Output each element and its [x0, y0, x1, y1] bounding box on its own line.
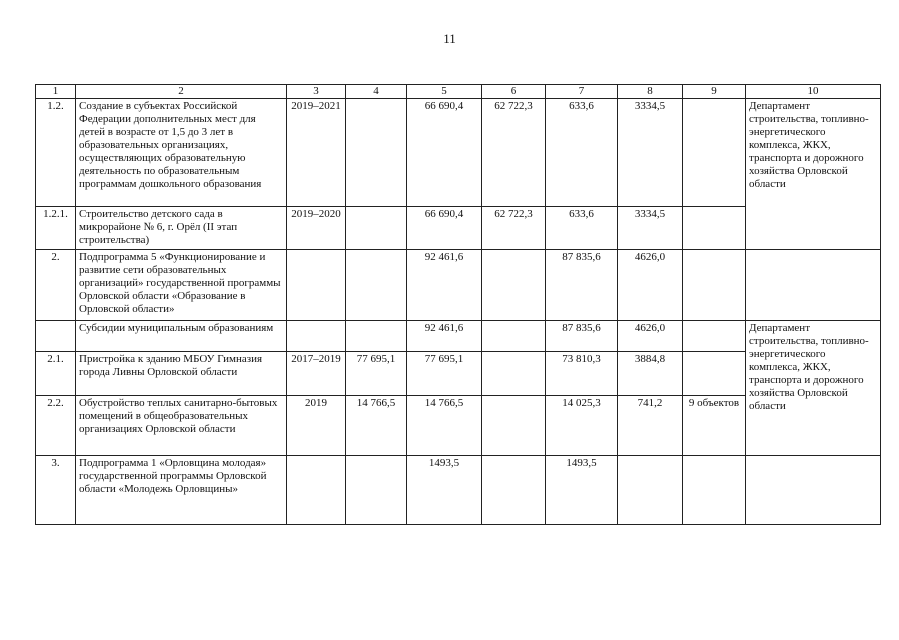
header-cell: 10: [746, 85, 881, 99]
value-cell: 62 722,3: [482, 99, 546, 207]
objects-cell: [683, 352, 746, 396]
description-cell: Создание в субъектах Российской Федерации дополнительных мест для детей в возрасте от 1,5 до 3 лет в образовательных организациях, осуществляющих образовательную деятельность по образовательным программам дошкольного образования: [76, 99, 287, 207]
header-cell: 7: [546, 85, 618, 99]
value-cell: 73 810,3: [546, 352, 618, 396]
header-cell: 2: [76, 85, 287, 99]
value-cell: [346, 207, 407, 250]
row-number-cell: [36, 321, 76, 352]
period-cell: [287, 456, 346, 525]
period-cell: 2019–2021: [287, 99, 346, 207]
description-cell: Пристройка к зданию МБОУ Гимназия города Ливны Орловской области: [76, 352, 287, 396]
period-cell: 2019–2020: [287, 207, 346, 250]
period-cell: [287, 250, 346, 321]
header-cell: 8: [618, 85, 683, 99]
period-cell: [287, 321, 346, 352]
value-cell: [482, 456, 546, 525]
value-cell: 633,6: [546, 99, 618, 207]
value-cell: 1493,5: [407, 456, 482, 525]
value-cell: 3334,5: [618, 99, 683, 207]
department-cell: Департамент строительства, топливно-энергетического комплекса, ЖКХ, транспорта и дорожного хозяйства Орловской области: [746, 321, 881, 456]
value-cell: 92 461,6: [407, 250, 482, 321]
row-number-cell: 1.2.1.: [36, 207, 76, 250]
program-table: [35, 84, 881, 525]
value-cell: 14 025,3: [546, 396, 618, 456]
value-cell: 77 695,1: [407, 352, 482, 396]
table-row: [36, 321, 881, 352]
header-cell: 9: [683, 85, 746, 99]
objects-cell: [683, 207, 746, 250]
value-cell: 87 835,6: [546, 250, 618, 321]
value-cell: 4626,0: [618, 321, 683, 352]
table-row: [36, 99, 881, 207]
value-cell: 3884,8: [618, 352, 683, 396]
period-cell: 2019: [287, 396, 346, 456]
row-number-cell: 1.2.: [36, 99, 76, 207]
description-cell: Субсидии муниципальным образованиям: [76, 321, 287, 352]
value-cell: [346, 456, 407, 525]
value-cell: [618, 456, 683, 525]
header-cell: 3: [287, 85, 346, 99]
description-cell: Подпрограмма 1 «Орловщина молодая» государственной программы Орловской области «Молодежь Орловщины»: [76, 456, 287, 525]
value-cell: 62 722,3: [482, 207, 546, 250]
header-cell: 5: [407, 85, 482, 99]
value-cell: 87 835,6: [546, 321, 618, 352]
row-number-cell: 3.: [36, 456, 76, 525]
value-cell: 66 690,4: [407, 207, 482, 250]
value-cell: [346, 321, 407, 352]
department-cell: [746, 250, 881, 321]
value-cell: [482, 250, 546, 321]
header-cell: 1: [36, 85, 76, 99]
table-row: [36, 456, 881, 525]
value-cell: [346, 99, 407, 207]
row-number-cell: 2.: [36, 250, 76, 321]
objects-cell: [683, 99, 746, 207]
page-number: 11: [443, 31, 456, 46]
value-cell: 741,2: [618, 396, 683, 456]
objects-cell: [683, 456, 746, 525]
table-header-row: [36, 85, 881, 99]
value-cell: 633,6: [546, 207, 618, 250]
objects-cell: [683, 321, 746, 352]
objects-cell: [683, 250, 746, 321]
objects-cell: 9 объектов: [683, 396, 746, 456]
header-cell: 6: [482, 85, 546, 99]
row-number-cell: 2.1.: [36, 352, 76, 396]
description-cell: Подпрограмма 5 «Функционирование и развитие сети образовательных организаций» государственной программы Орловской области «Образование в Орловской области»: [76, 250, 287, 321]
value-cell: [482, 396, 546, 456]
header-cell: 4: [346, 85, 407, 99]
value-cell: 14 766,5: [346, 396, 407, 456]
department-cell: [746, 456, 881, 525]
description-cell: Строительство детского сада в микрорайоне № 6, г. Орёл (II этап строительства): [76, 207, 287, 250]
value-cell: [482, 321, 546, 352]
value-cell: 3334,5: [618, 207, 683, 250]
value-cell: 77 695,1: [346, 352, 407, 396]
value-cell: 14 766,5: [407, 396, 482, 456]
row-number-cell: 2.2.: [36, 396, 76, 456]
department-cell: Департамент строительства, топливно-энергетического комплекса, ЖКХ, транспорта и дорожного хозяйства Орловской области: [746, 99, 881, 250]
table-row: [36, 250, 881, 321]
description-cell: Обустройство теплых санитарно-бытовых помещений в общеобразовательных организациях Орловской области: [76, 396, 287, 456]
value-cell: 1493,5: [546, 456, 618, 525]
value-cell: 66 690,4: [407, 99, 482, 207]
value-cell: [482, 352, 546, 396]
value-cell: [346, 250, 407, 321]
period-cell: 2017–2019: [287, 352, 346, 396]
value-cell: 4626,0: [618, 250, 683, 321]
value-cell: 92 461,6: [407, 321, 482, 352]
